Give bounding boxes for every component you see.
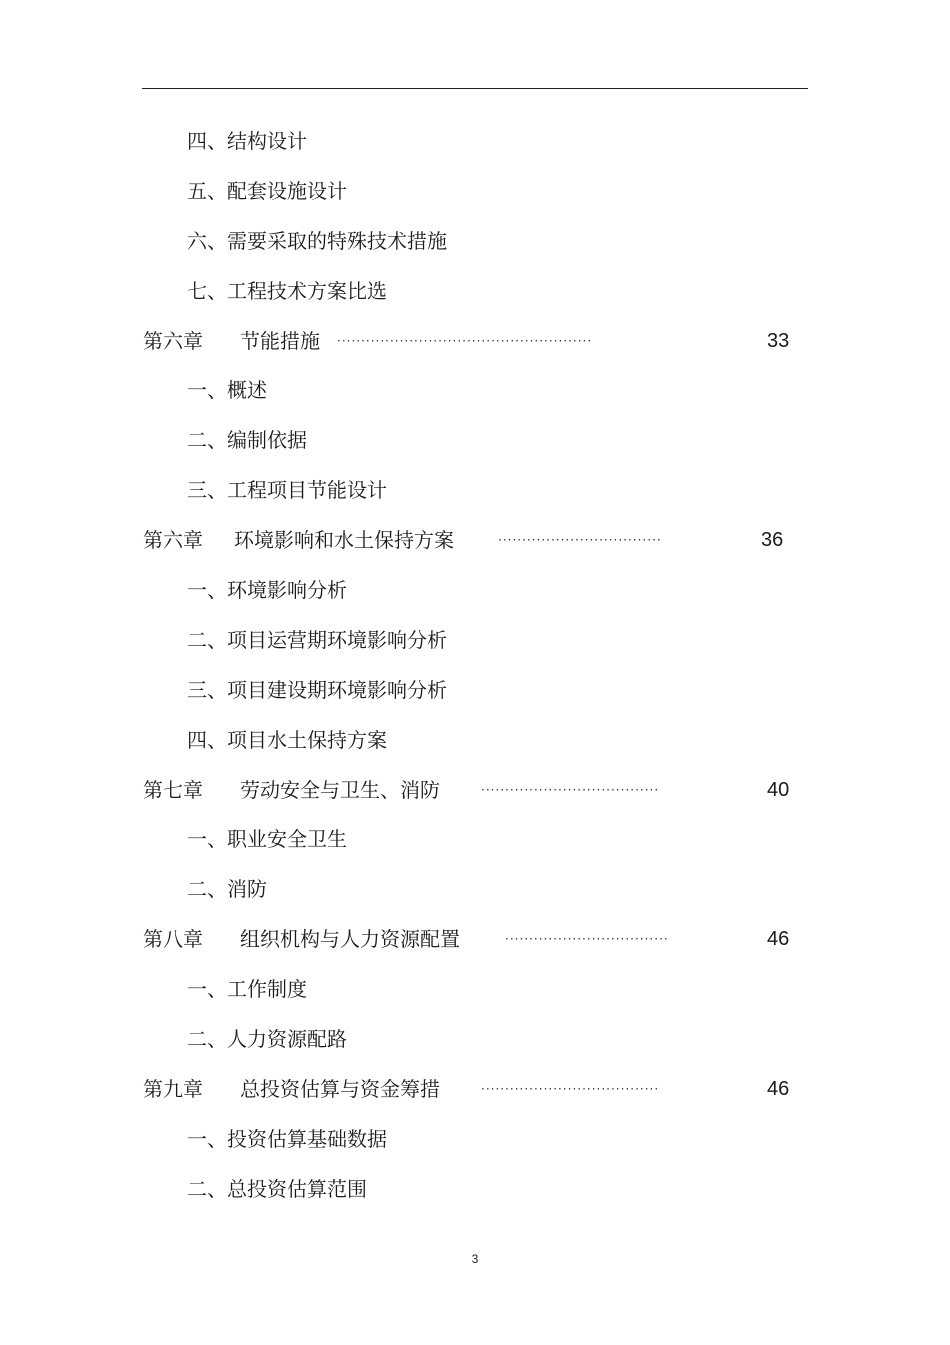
toc-section[interactable]: 三、项目建设期环境影响分析 <box>187 677 447 702</box>
toc-section[interactable]: 二、消防 <box>187 877 267 902</box>
leader-dots: ····················································· <box>337 333 593 348</box>
toc-section[interactable]: 二、总投资估算范围 <box>187 1176 367 1201</box>
toc-section[interactable]: 七、工程技术方案比选 <box>187 278 387 303</box>
chapter-title: 劳动安全与卫生、消防 <box>240 777 440 802</box>
leader-dots: ·································· <box>498 533 662 548</box>
table-of-contents <box>0 117 950 1215</box>
chapter-page: 40 <box>767 778 790 801</box>
toc-chapter-7[interactable] <box>0 766 950 816</box>
toc-section[interactable]: 一、概述 <box>187 378 267 403</box>
toc-section[interactable]: 一、投资估算基础数据 <box>187 1126 387 1151</box>
toc-section[interactable]: 二、项目运营期环境影响分析 <box>187 627 447 652</box>
chapter-number: 第七章 <box>143 777 203 802</box>
toc-section[interactable]: 四、结构设计 <box>187 129 307 153</box>
toc-section[interactable]: 二、编制依据 <box>187 428 307 453</box>
toc-section[interactable]: 三、工程项目节能设计 <box>187 478 387 503</box>
toc-section[interactable]: 二、人力资源配路 <box>187 1027 347 1052</box>
leader-dots: ····································· <box>481 1081 660 1096</box>
chapter-title: 环境影响和水土保持方案 <box>234 528 454 553</box>
toc-section[interactable]: 四、项目水土保持方案 <box>187 727 387 752</box>
chapter-number: 第八章 <box>143 927 203 952</box>
toc-section[interactable]: 五、配套设施设计 <box>187 178 347 203</box>
toc-section[interactable]: 一、环境影响分析 <box>187 578 347 603</box>
toc-chapter-8[interactable] <box>0 915 950 965</box>
chapter-page: 46 <box>767 1077 790 1100</box>
toc-chapter-6b[interactable] <box>0 516 950 566</box>
toc-chapter-6a[interactable] <box>0 317 950 367</box>
toc-section[interactable]: 六、需要采取的特殊技术措施 <box>187 228 447 253</box>
toc-section[interactable]: 一、工作制度 <box>187 977 307 1002</box>
chapter-number: 第九章 <box>143 1076 203 1101</box>
chapter-page: 36 <box>761 529 784 552</box>
toc-section[interactable]: 一、职业安全卫生 <box>187 827 347 852</box>
leader-dots: ·································· <box>505 932 669 947</box>
header-rule <box>142 88 808 89</box>
page-number: 3 <box>471 1252 479 1266</box>
chapter-page: 33 <box>767 329 790 352</box>
chapter-title: 组织机构与人力资源配置 <box>240 927 460 952</box>
toc-chapter-9[interactable] <box>0 1065 950 1115</box>
chapter-title: 节能措施 <box>240 328 320 353</box>
leader-dots: ····································· <box>481 782 660 797</box>
chapter-number: 第六章 <box>143 328 203 353</box>
chapter-page: 46 <box>767 928 790 951</box>
chapter-number: 第六章 <box>143 528 203 553</box>
chapter-title: 总投资估算与资金筹措 <box>240 1076 440 1101</box>
